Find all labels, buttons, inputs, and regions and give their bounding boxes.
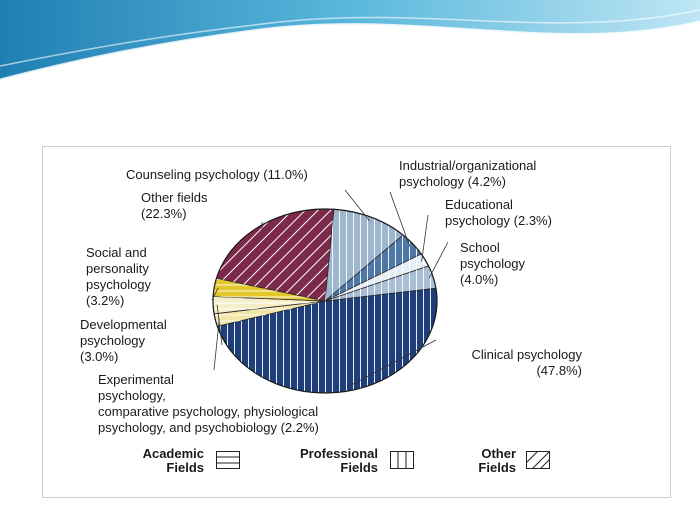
legend-label-professional: Professional Fields <box>299 446 378 475</box>
slice-label-experimental: Experimental psychology, comparative psychology, physiological psychology, and psychobiology (2.2%) <box>98 372 319 435</box>
legend-swatch-other <box>526 451 550 469</box>
slice-label-clinical: Clinical psychology (47.8%) <box>471 347 582 378</box>
slice-label-counseling: Counseling psychology (11.0%) <box>126 167 308 182</box>
legend-swatch-professional <box>390 451 414 469</box>
slice-label-social-personality: Social and personality psychology (3.2%) <box>86 245 152 308</box>
slice-label-industrial-organizational: Industrial/organizational psychology (4.2%) <box>399 158 537 189</box>
leader-line-experimental <box>214 319 219 370</box>
legend-swatch-academic <box>216 451 240 469</box>
slice-label-other-fields: Other fields (22.3%) <box>141 190 208 221</box>
legend-label-other: Other Fields <box>478 446 516 475</box>
slice-label-school: School psychology (4.0%) <box>460 240 526 287</box>
leader-line-educational <box>422 215 428 262</box>
slice-label-educational: Educational psychology (2.3%) <box>445 197 552 228</box>
leader-line-school <box>429 242 448 278</box>
legend-label-academic: Academic Fields <box>142 446 204 475</box>
slice-label-developmental: Developmental psychology (3.0%) <box>80 317 167 364</box>
